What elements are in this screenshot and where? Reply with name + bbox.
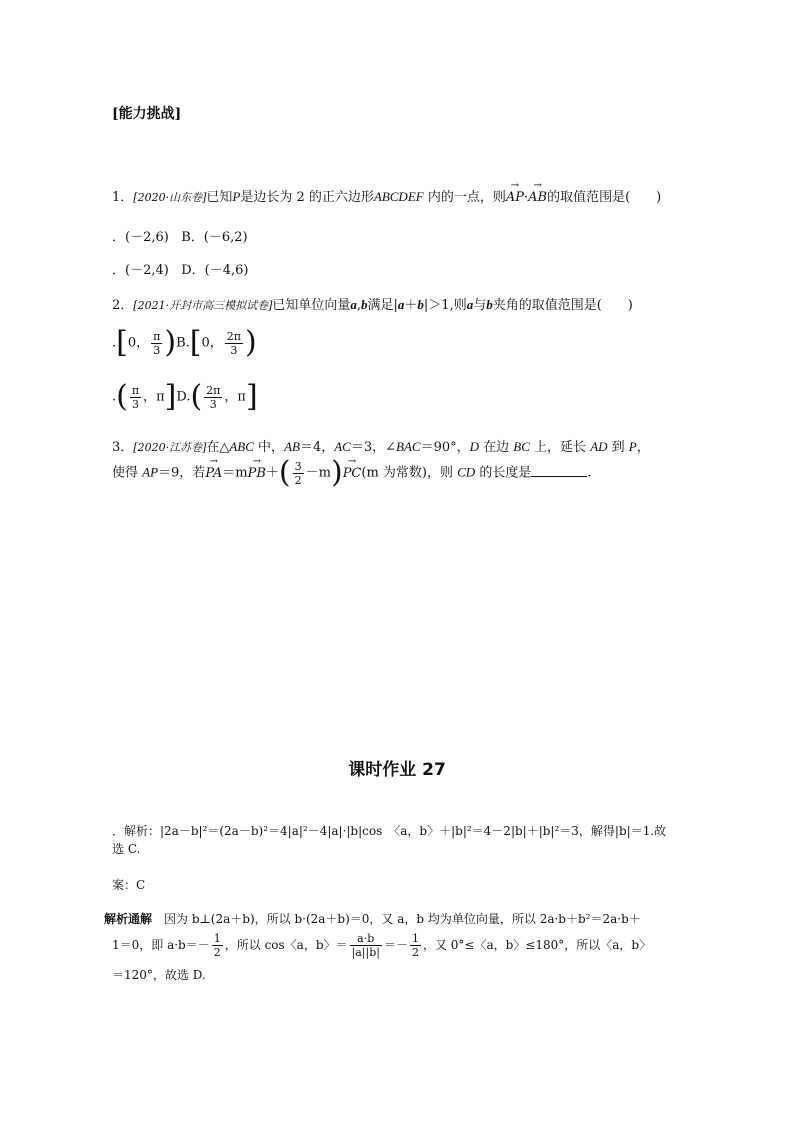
question-1 <box>112 186 661 205</box>
answer-blank <box>531 464 587 477</box>
interval-end: ，π <box>143 389 165 405</box>
denominator: 3 <box>153 343 161 357</box>
segment-bc: BC <box>513 439 530 454</box>
denominator: 3 <box>209 397 217 411</box>
fraction <box>293 460 304 487</box>
question-text: 已知单位向量 <box>272 298 351 313</box>
var-a: a <box>466 297 474 312</box>
question-text: ＝4， <box>299 440 335 455</box>
answer-3-line3: ＝120°，故选 D. <box>112 968 206 982</box>
q2-options-row1 <box>112 325 257 360</box>
denominator: 2 <box>213 946 221 959</box>
paren-close: ) <box>245 325 257 360</box>
question-text: 到 <box>607 440 629 455</box>
paren-open: ( <box>190 379 203 414</box>
question-text: 与 <box>473 298 487 313</box>
question-3-line2 <box>112 455 592 490</box>
question-text: ＝m <box>222 465 248 481</box>
q2-options-row2 <box>112 379 258 414</box>
question-number: 3． <box>112 440 134 455</box>
var-a: a <box>350 297 357 312</box>
segment-ap: AP <box>142 464 159 480</box>
answer-text: ，所以 cos〈a，b〉＝ <box>224 938 348 952</box>
option-a: . <box>112 335 117 351</box>
plus: ＋ <box>265 465 279 481</box>
question-text: 上，延长 <box>529 440 591 455</box>
option-c: ．(－2,4) <box>112 263 169 278</box>
question-text: 是边长为 2 的正六边形 <box>240 190 374 205</box>
fraction <box>350 932 382 959</box>
numerator: a·b <box>350 932 382 946</box>
option-c: . <box>112 389 117 405</box>
answer-1-line2: 选 C. <box>112 842 141 856</box>
denominator: 3 <box>131 397 139 411</box>
question-text: ＝3，∠ <box>350 440 397 455</box>
numerator: π <box>153 329 161 343</box>
q1-options-row2 <box>112 259 248 278</box>
interval-start: 0， <box>201 335 223 351</box>
question-text: (m 为常数)，则 <box>361 465 458 481</box>
numerator: 2π <box>206 383 221 397</box>
question-text: |＞1,则 <box>423 298 467 313</box>
bracket-open: [ <box>116 325 128 360</box>
option-d: D．(－4,6) <box>181 263 249 278</box>
vector-pb: → PB <box>248 466 266 481</box>
question-text: 的长度是 <box>475 465 532 481</box>
question-text: . <box>587 465 592 481</box>
question-2 <box>112 294 633 313</box>
point-p: P <box>628 439 637 454</box>
denominator: |a||b| <box>351 946 380 959</box>
bracket-open: [ <box>189 325 202 360</box>
fraction <box>225 330 243 357</box>
hexagon-name: ABCDEF <box>373 189 424 204</box>
answer-3-line1 <box>104 910 641 927</box>
question-3-line1 <box>112 436 650 455</box>
question-number: 1． <box>112 190 134 205</box>
section-heading: [能力挑战] <box>112 106 182 122</box>
point-d: D <box>469 439 480 454</box>
paren-open: ( <box>278 455 291 490</box>
vector-pa: → PA <box>205 466 222 481</box>
answer-text: ＝－ <box>383 938 408 952</box>
interval-end: ，π <box>224 389 246 405</box>
question-text: 在边 <box>479 440 514 455</box>
var-b: b <box>486 297 493 312</box>
question-text: ＝90°， <box>420 440 470 455</box>
option-d: D. <box>176 389 191 405</box>
bracket-close: ] <box>164 379 177 414</box>
bracket-close: ] <box>245 379 258 414</box>
numerator: 2π <box>226 329 242 343</box>
numerator: π <box>131 383 140 397</box>
option-a: ．(－2,6) <box>112 230 169 245</box>
question-text: ， <box>636 440 650 455</box>
plus: ＋ <box>404 298 418 313</box>
answer-2: 案：C <box>112 878 146 892</box>
question-text: 内的一点，则 <box>423 190 506 205</box>
denominator: 3 <box>230 343 238 357</box>
vector-ab: → AB <box>528 190 547 205</box>
numerator: 1 <box>411 932 419 945</box>
question-number: 2． <box>112 298 134 313</box>
question-text: 使得 <box>112 465 143 481</box>
denominator: 2 <box>411 946 419 959</box>
paren-close: ) <box>164 325 177 360</box>
segment-cd: CD <box>457 464 476 480</box>
fraction <box>204 384 222 411</box>
option-b: B. <box>176 335 190 351</box>
answer-label: 解析通解 <box>104 912 153 926</box>
fraction <box>410 932 421 959</box>
segment-ab: AB <box>284 439 300 454</box>
question-text: 的取值范围是( ) <box>547 190 662 205</box>
interval-start: 0， <box>127 335 150 351</box>
option-b: B．(－6,2) <box>181 230 248 245</box>
question-text: 中， <box>253 440 285 455</box>
dot-operator: · <box>523 190 529 205</box>
q1-options-row1 <box>112 226 248 245</box>
question-text: 满足| <box>367 298 398 313</box>
denominator: 2 <box>294 473 302 487</box>
question-source: [2020·山东卷] <box>133 191 207 204</box>
segment-ac: AC <box>334 439 351 454</box>
answer-text: 因为 b⊥(2a＋b)，所以 b·(2a＋b)＝0，又 a，b 均为单位向量，所以 2a·b＋b²＝2a·b＋ <box>152 912 641 926</box>
angle-bac: BAC <box>396 439 421 454</box>
question-text: 夹角的取值范围是( ) <box>492 298 633 313</box>
fraction <box>130 384 141 411</box>
fraction <box>212 932 223 959</box>
question-source: [2020·江苏卷] <box>133 441 207 454</box>
answer-text: 1＝0，即 a·b＝－ <box>112 938 210 952</box>
comma: , <box>356 298 362 313</box>
page-title: 课时作业 27 <box>348 760 446 780</box>
var-a: a <box>397 297 405 312</box>
segment-ad: AD <box>590 439 608 454</box>
question-text: ＝9，若 <box>158 465 206 481</box>
var-p: P <box>232 189 241 204</box>
question-text: －m <box>305 465 331 481</box>
paren-open: ( <box>116 379 128 414</box>
numerator: 3 <box>294 459 302 473</box>
answer-1-line1: ．解析：|2a－b|²＝(2a－b)²＝4|a|²－4|a|·|b|cos 〈a，b〉＋|b|²＝4－2|b|＋|b|²＝3，解得|b|＝1.故 <box>112 824 667 838</box>
triangle-name: ABC <box>229 439 254 454</box>
question-text: 已知 <box>206 190 233 205</box>
paren-close: ) <box>330 455 343 490</box>
numerator: 1 <box>213 932 221 945</box>
question-text: 在△ <box>206 440 230 455</box>
question-source: [2021·开封市高三模拟试卷] <box>133 299 273 312</box>
answer-3-line2 <box>112 932 651 959</box>
vector-ap: → AP <box>506 190 524 205</box>
var-b: b <box>417 297 424 312</box>
answer-text: ，又 0°≤〈a，b〉≤180°，所以〈a，b〉 <box>422 938 652 952</box>
vector-pc: → PC <box>343 466 362 481</box>
var-b: b <box>361 297 368 312</box>
fraction <box>151 330 162 357</box>
